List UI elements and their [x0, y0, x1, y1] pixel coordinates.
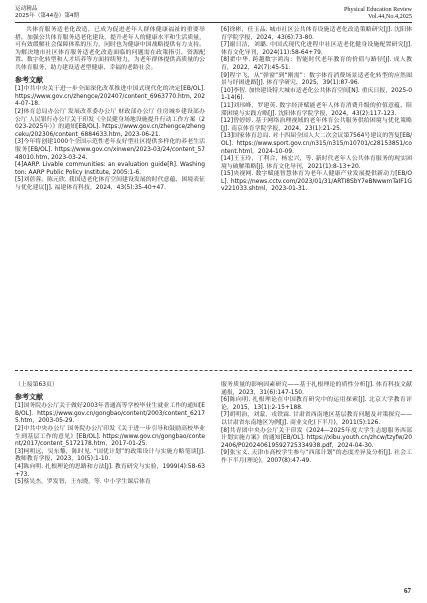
- section-divider: [15, 370, 412, 371]
- reference-item: [7]胡明治，刘蒙，戎铁霖. 甘肃省西南地区基层教育问题及对策探究——以甘肃省东南地区为例[J]. 商业文化(下半月)，2011(5):126.: [221, 412, 412, 426]
- reference-item: [7]谢日洁，刘璐. 中国式现代化进程中社区适老化健身设施配置研究[J]. 体育文化导刊，2024(11):58-64+79.: [221, 42, 412, 56]
- reference-item: [1]国务院办公厅关于做好2003年普通高等学校毕业生就业工作的通知[EB/OL]. https://www.gov.cn/gongbao/content/2003/content_62175.htm，2003-05-29.: [15, 403, 205, 425]
- top-right-column: [221, 27, 412, 194]
- body-paragraph: 共体育服务适老化改造，已成为促进老年人群体健康福祉的重要举措。加强公共体育服务适老化建设，提升老年人的健康水平和生活质量，可有效缓解社会保障体系的压力，同时也为健康中国战略提供有力支持。为解决地市社区体育服务适老化改造面临的问题需在政策指引、资源配置、数字化转型和人才培养等方面持续努力，为老年群体提供高质量的公共体育服务，助力建设适老型健康、幸福的老龄社会。: [15, 27, 205, 71]
- reference-item: [8]共青团中央办公厅关于印发《2024—2025年度大学生志愿服务西部计划实施方案》的通知[EB/OL]. https://xibu.youth.cn/zhcw/tzyfw/202406/P020240619592725334938.pdf，2024-04-30.: [221, 427, 412, 449]
- reference-item: [1]中共中央关于进一步全面深化改革推进中国式现代化的决定[EB/OL]. https://www.gov.cn/zhengce/202407/content_6963770.htm, 2024-07-18.: [15, 86, 205, 108]
- reference-item: [10]李智. 加快建设特大城市适老化公共体育空间[N]. 重庆日报，2025-01-14(6).: [221, 87, 412, 102]
- reference-item: [6]徐彬，任玉品. 城市社区公共体育设施适老化改造策略研究[J]. 沈阳体育学院学报，2024，43(6):73-80.: [221, 27, 412, 41]
- page-number: 67: [404, 587, 411, 595]
- reference-item: [15]央视网. 数字赋能智慧体育为老年人健康产业发展提供新动力[EB/OL]. https://news.cctv.com/2023/01/31/ARTI8SbY7eBNwwmTaIF1Gv221033.shtml，2023-01-31.: [221, 171, 412, 193]
- reference-item: [6]陈向明. 扎根理论在中国教育研究中的运用探索[J]. 北京大学教育评论，2015，13(1):2-15+188.: [221, 397, 412, 411]
- reference-item: [2]体育总局办公厅 发展改革委办公厅 财政部办公厅 住房城乡建设部办公厅 人民银行办公厅关于印发《全民健身场地设施提升行动工作方案（2023-2025年）》的通知[EB/OL]. https://www.gov.cn/zhengce/zhengceku/202306/content_6884633.htm, 2023-06-21.: [15, 108, 205, 138]
- continuation-note: （上接第63页）: [15, 382, 58, 388]
- reference-item: [14]王玉玲，丁利合，杨宏兴，等. 新时代老年人公共体育服务的现实困境与破解策略[J]. 体育文化导刊，2021(1):8-13+20.: [221, 156, 412, 170]
- reference-item: 服务质量的影响因素研究——基于扎根理论的质性分析[J]. 体育科技文献通报，2023，31(6):147-150.: [221, 382, 412, 396]
- references-title: 参考文献: [15, 392, 43, 401]
- reference-item: [2]中共中央办公厅 国务院办公厅印发《关于进一步引导和鼓励高校毕业生到基层工作的意见》[EB/OL]. https://www.gov.cn/gongbao/content/2017/content_5172178.htm，2017-01-25.: [15, 425, 205, 448]
- issue-info-cn: 2025年（第44卷）第4期: [15, 13, 80, 19]
- reference-list: [15, 403, 205, 487]
- reference-item: [5]刘蓓蓉，陈元欣. 我国适老化体育空间建设发展的时代意蕴、困境表征与优化建议[J]. 福建体育科技，2024，43(5):35-40+47.: [15, 177, 205, 191]
- reference-list: [15, 86, 205, 192]
- issue-info-en: Vol.44,No.4,2025: [368, 13, 412, 20]
- journal-title-en: Physical Education Review: [343, 6, 412, 13]
- reference-item: [8]翟中华. 跨越数字鸿沟：智能时代老年教育的价值与路径[J]. 成人教育，2022，42(7):45-51.: [221, 57, 412, 71]
- reference-item: [3]柯明远，吴东黎，陈时见. “国优计划”的政策设计与实施方略笔谈[J]. 教师教育学报，2023，10(5):1-10.: [15, 448, 205, 463]
- reference-list: [221, 382, 412, 466]
- reference-item: [9]程宇飞，从“弹窗”到“刚需”：数字体育消费场景适老化转型的应然图景与纾困进路[J]. 体育学研究，2025，39(1):87-96.: [221, 72, 412, 87]
- reference-item: [4]AARP. Livable communities: an evaluation guide[R]. Washington: AARP Public Policy Institute, 2005:1-6.: [15, 162, 205, 176]
- top-left-column: [15, 27, 205, 192]
- reference-item: [3]今年将创建1000个全国示范性老年友好型社区提供多样化的养老生活服务[EB/OL]. https://www.gov.cn/xinwen/2023-03/24/content_5748010.htm, 2023-03-24.: [15, 139, 205, 161]
- reference-item: [11]刘玮峰，罗建英. 数字经济赋能老年人体育消费升级的价值意蕴、阻滞困境与实践方略[J]. 沈阳体育学院学报，2024，43(2):117-123.: [221, 102, 412, 117]
- reference-item: [9]张宝义. 天津市高校学生参与“西部计划”的态度差异及分析[J]. 社会工作下半月(理论)，2007(8):47-49.: [221, 450, 412, 464]
- bottom-left-column: [15, 382, 205, 487]
- header-rule: [15, 22, 412, 23]
- reference-item: [4]陈向明. 扎根理论的思路和方法[J]. 教育研究与实验，1999(4):58-63+73.: [15, 463, 205, 478]
- journal-name-cn: [15, 6, 79, 20]
- journal-title: 运动精品: [15, 6, 38, 12]
- reference-list: [221, 27, 412, 194]
- journal-name-en: [344, 6, 412, 20]
- reference-item: [5]蔡吴杰，罗发智，王东晓，等. 中小学生课后体育: [15, 479, 151, 486]
- references-title: 参考文献: [15, 75, 43, 84]
- reference-item: [13]国家体育总局. 对十四届全国人大二次会议第7564号建议的答复[EB/OL]. https://www.sport.gov.cn/n315/n315/n10701/c28153851/content.html，2024-10-09.: [221, 133, 412, 155]
- reference-item: [12]曾婷婷. 基于网络治理视域的老年体育公共服务供给困境与优化策略[J]. 南京体育学院学报，2024，23(1):21-25.: [221, 118, 412, 132]
- bottom-right-column: [221, 382, 412, 466]
